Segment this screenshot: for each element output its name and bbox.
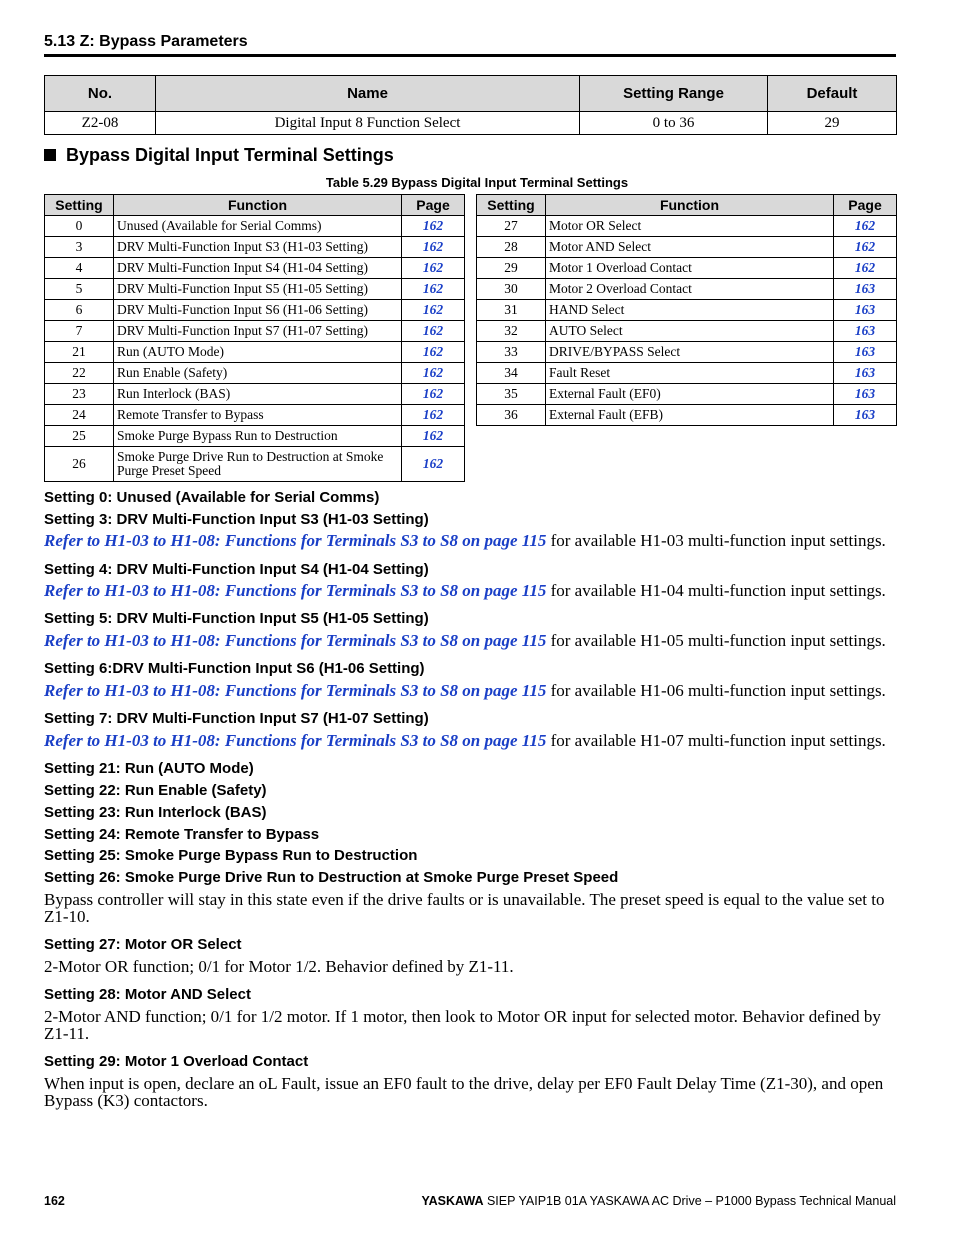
- setting-cell: 4: [45, 258, 114, 279]
- footer-brand: YASKAWA: [421, 1194, 484, 1208]
- heading-setting-7: Setting 7: DRV Multi-Function Input S7 (H1-07 Setting): [44, 710, 429, 727]
- table-row: [45, 258, 465, 279]
- heading-setting-28: Setting 28: Motor AND Select: [44, 986, 251, 1003]
- function-cell: Smoke Purge Drive Run to Destruction at Smoke Purge Preset Speed: [114, 447, 402, 482]
- table-row: [45, 279, 465, 300]
- paragraph-setting-7: [44, 732, 896, 749]
- function-cell: DRV Multi-Function Input S6 (H1-06 Setting): [114, 300, 402, 321]
- heading-setting-22: Setting 22: Run Enable (Safety): [44, 782, 267, 799]
- page-link[interactable]: 163: [834, 363, 897, 384]
- table-row: [45, 384, 465, 405]
- table-row: [477, 216, 897, 237]
- table-row: [45, 112, 897, 135]
- col-header-function: Function: [114, 195, 402, 216]
- setting-cell: 27: [477, 216, 546, 237]
- paragraph-text: for available H1-03 multi-function input settings.: [546, 531, 886, 550]
- heading-setting-25: Setting 25: Smoke Purge Bypass Run to Destruction: [44, 847, 418, 864]
- col-header-setting: Setting: [477, 195, 546, 216]
- function-cell: Run (AUTO Mode): [114, 342, 402, 363]
- setting-cell: 32: [477, 321, 546, 342]
- setting-cell: 23: [45, 384, 114, 405]
- page-link[interactable]: 162: [402, 447, 465, 482]
- terminal-table-right: [476, 194, 897, 426]
- setting-cell: 25: [45, 426, 114, 447]
- table-row: [477, 405, 897, 426]
- function-cell: DRV Multi-Function Input S5 (H1-05 Setting): [114, 279, 402, 300]
- setting-cell: 21: [45, 342, 114, 363]
- function-cell: DRV Multi-Function Input S4 (H1-04 Setting): [114, 258, 402, 279]
- page-link[interactable]: 162: [402, 300, 465, 321]
- paragraph-setting-28: 2-Motor AND function; 0/1 for 1/2 motor. If 1 motor, then look to Motor OR input for selected motor. Behavior defined by Z1-11.: [44, 1007, 881, 1043]
- table-row: [45, 216, 465, 237]
- heading-setting-21: Setting 21: Run (AUTO Mode): [44, 760, 254, 777]
- param-range: 0 to 36: [580, 112, 768, 135]
- function-cell: External Fault (EF0): [546, 384, 834, 405]
- page-link[interactable]: 162: [402, 363, 465, 384]
- page-link[interactable]: 163: [834, 300, 897, 321]
- setting-cell: 33: [477, 342, 546, 363]
- table-row: [477, 300, 897, 321]
- page-link[interactable]: 162: [402, 258, 465, 279]
- cross-reference-link[interactable]: Refer to H1-03 to H1-08: Functions for Terminals S3 to S8 on page 115: [44, 531, 547, 550]
- function-cell: HAND Select: [546, 300, 834, 321]
- setting-cell: 3: [45, 237, 114, 258]
- function-cell: DRV Multi-Function Input S3 (H1-03 Setting): [114, 237, 402, 258]
- cross-reference-link[interactable]: Refer to H1-03 to H1-08: Functions for Terminals S3 to S8 on page 115: [44, 731, 547, 750]
- col-header-setting: Setting: [45, 195, 114, 216]
- page-link[interactable]: 163: [834, 405, 897, 426]
- page-link[interactable]: 162: [402, 342, 465, 363]
- paragraph-setting-5: [44, 632, 896, 649]
- table-row: [477, 258, 897, 279]
- function-cell: Fault Reset: [546, 363, 834, 384]
- cross-reference-link[interactable]: Refer to H1-03 to H1-08: Functions for Terminals S3 to S8 on page 115: [44, 581, 547, 600]
- col-header-page: Page: [834, 195, 897, 216]
- table-row: [45, 300, 465, 321]
- setting-cell: 26: [45, 447, 114, 482]
- paragraph-setting-27: 2-Motor OR function; 0/1 for Motor 1/2. Behavior defined by Z1-11.: [44, 957, 514, 976]
- paragraph-text: for available H1-04 multi-function input settings.: [546, 581, 886, 600]
- page-link[interactable]: 162: [834, 237, 897, 258]
- header-rule: [44, 54, 896, 57]
- page-link[interactable]: 162: [402, 405, 465, 426]
- paragraph-setting-4: [44, 582, 896, 599]
- table-row: [45, 426, 465, 447]
- table-row: [477, 342, 897, 363]
- param-name: Digital Input 8 Function Select: [156, 112, 580, 135]
- col-header-range: Setting Range: [580, 76, 768, 112]
- table-row: [45, 342, 465, 363]
- function-cell: Motor OR Select: [546, 216, 834, 237]
- col-header-page: Page: [402, 195, 465, 216]
- section-header: 5.13 Z: Bypass Parameters: [44, 33, 248, 50]
- heading-setting-23: Setting 23: Run Interlock (BAS): [44, 804, 267, 821]
- col-header-name: Name: [156, 76, 580, 112]
- setting-cell: 28: [477, 237, 546, 258]
- page-link[interactable]: 162: [402, 321, 465, 342]
- function-cell: Smoke Purge Bypass Run to Destruction: [114, 426, 402, 447]
- heading-setting-0: Setting 0: Unused (Available for Serial Comms): [44, 489, 380, 506]
- setting-cell: 29: [477, 258, 546, 279]
- setting-cell: 0: [45, 216, 114, 237]
- setting-cell: 36: [477, 405, 546, 426]
- function-cell: Remote Transfer to Bypass: [114, 405, 402, 426]
- page-link[interactable]: 162: [402, 279, 465, 300]
- setting-cell: 5: [45, 279, 114, 300]
- table-row: [45, 405, 465, 426]
- setting-cell: 24: [45, 405, 114, 426]
- page-link[interactable]: 162: [834, 216, 897, 237]
- page-link[interactable]: 163: [834, 279, 897, 300]
- parameter-table: [44, 75, 897, 135]
- page-link[interactable]: 162: [402, 237, 465, 258]
- table-row: [45, 447, 465, 482]
- function-cell: External Fault (EFB): [546, 405, 834, 426]
- table-row: [477, 363, 897, 384]
- section-title: [44, 145, 394, 166]
- paragraph-setting-3: [44, 532, 896, 549]
- heading-setting-24: Setting 24: Remote Transfer to Bypass: [44, 826, 320, 843]
- setting-cell: 31: [477, 300, 546, 321]
- heading-setting-6: Setting 6:DRV Multi-Function Input S6 (H1-06 Setting): [44, 660, 425, 677]
- paragraph-text: for available H1-07 multi-function input settings.: [546, 731, 886, 750]
- col-header-default: Default: [768, 76, 897, 112]
- table-row: [45, 237, 465, 258]
- param-no: Z2-08: [45, 112, 156, 135]
- page-link[interactable]: 162: [402, 216, 465, 237]
- param-default: 29: [768, 112, 897, 135]
- heading-setting-5: Setting 5: DRV Multi-Function Input S5 (H1-05 Setting): [44, 610, 429, 627]
- section-title-text: Bypass Digital Input Terminal Settings: [66, 145, 394, 165]
- setting-cell: 22: [45, 363, 114, 384]
- function-cell: DRIVE/BYPASS Select: [546, 342, 834, 363]
- footer-manual-text: SIEP YAIP1B 01A YASKAWA AC Drive – P1000 Bypass Technical Manual: [483, 1194, 896, 1208]
- setting-cell: 35: [477, 384, 546, 405]
- table-row: [477, 384, 897, 405]
- table-row: [477, 237, 897, 258]
- setting-cell: 30: [477, 279, 546, 300]
- setting-cell: 6: [45, 300, 114, 321]
- setting-cell: 7: [45, 321, 114, 342]
- page-link[interactable]: 163: [834, 321, 897, 342]
- page-link[interactable]: 162: [402, 426, 465, 447]
- page-link[interactable]: 162: [834, 258, 897, 279]
- page-link[interactable]: 162: [402, 384, 465, 405]
- function-cell: Motor 1 Overload Contact: [546, 258, 834, 279]
- function-cell: Run Enable (Safety): [114, 363, 402, 384]
- heading-setting-27: Setting 27: Motor OR Select: [44, 936, 242, 953]
- page-link[interactable]: 163: [834, 384, 897, 405]
- table-row: [477, 279, 897, 300]
- table-caption: Table 5.29 Bypass Digital Input Terminal Settings: [325, 175, 629, 190]
- function-cell: Motor AND Select: [546, 237, 834, 258]
- paragraph-setting-29: When input is open, declare an oL Fault, issue an EF0 fault to the drive, delay per EF0 Fault Delay Time (Z1-30), and open Bypass (K3) contactors.: [44, 1074, 884, 1110]
- heading-setting-3: Setting 3: DRV Multi-Function Input S3 (H1-03 Setting): [44, 511, 429, 528]
- function-cell: DRV Multi-Function Input S7 (H1-07 Setting): [114, 321, 402, 342]
- footer-manual-title: [421, 1194, 896, 1208]
- cross-reference-link[interactable]: Refer to H1-03 to H1-08: Functions for Terminals S3 to S8 on page 115: [44, 631, 547, 650]
- terminal-table-left: [44, 194, 465, 482]
- col-header-function: Function: [546, 195, 834, 216]
- table-row: [477, 321, 897, 342]
- paragraph-text: for available H1-06 multi-function input settings.: [546, 681, 886, 700]
- heading-setting-26: Setting 26: Smoke Purge Drive Run to Destruction at Smoke Purge Preset Speed: [44, 869, 619, 886]
- cross-reference-link[interactable]: Refer to H1-03 to H1-08: Functions for Terminals S3 to S8 on page 115: [44, 681, 547, 700]
- paragraph-setting-6: [44, 682, 896, 699]
- heading-setting-29: Setting 29: Motor 1 Overload Contact: [44, 1053, 309, 1070]
- function-cell: Unused (Available for Serial Comms): [114, 216, 402, 237]
- function-cell: Motor 2 Overload Contact: [546, 279, 834, 300]
- function-cell: AUTO Select: [546, 321, 834, 342]
- page-link[interactable]: 163: [834, 342, 897, 363]
- heading-setting-4: Setting 4: DRV Multi-Function Input S4 (H1-04 Setting): [44, 561, 429, 578]
- paragraph-setting-26: Bypass controller will stay in this state even if the drive faults or is unavailable. The preset speed is equal to the value set to Z1-10.: [44, 890, 885, 926]
- table-row: [45, 321, 465, 342]
- table-row: [45, 363, 465, 384]
- square-bullet-icon: [44, 149, 56, 161]
- function-cell: Run Interlock (BAS): [114, 384, 402, 405]
- col-header-no: No.: [45, 76, 156, 112]
- page-number: 162: [44, 1194, 65, 1208]
- setting-cell: 34: [477, 363, 546, 384]
- paragraph-text: for available H1-05 multi-function input settings.: [546, 631, 886, 650]
